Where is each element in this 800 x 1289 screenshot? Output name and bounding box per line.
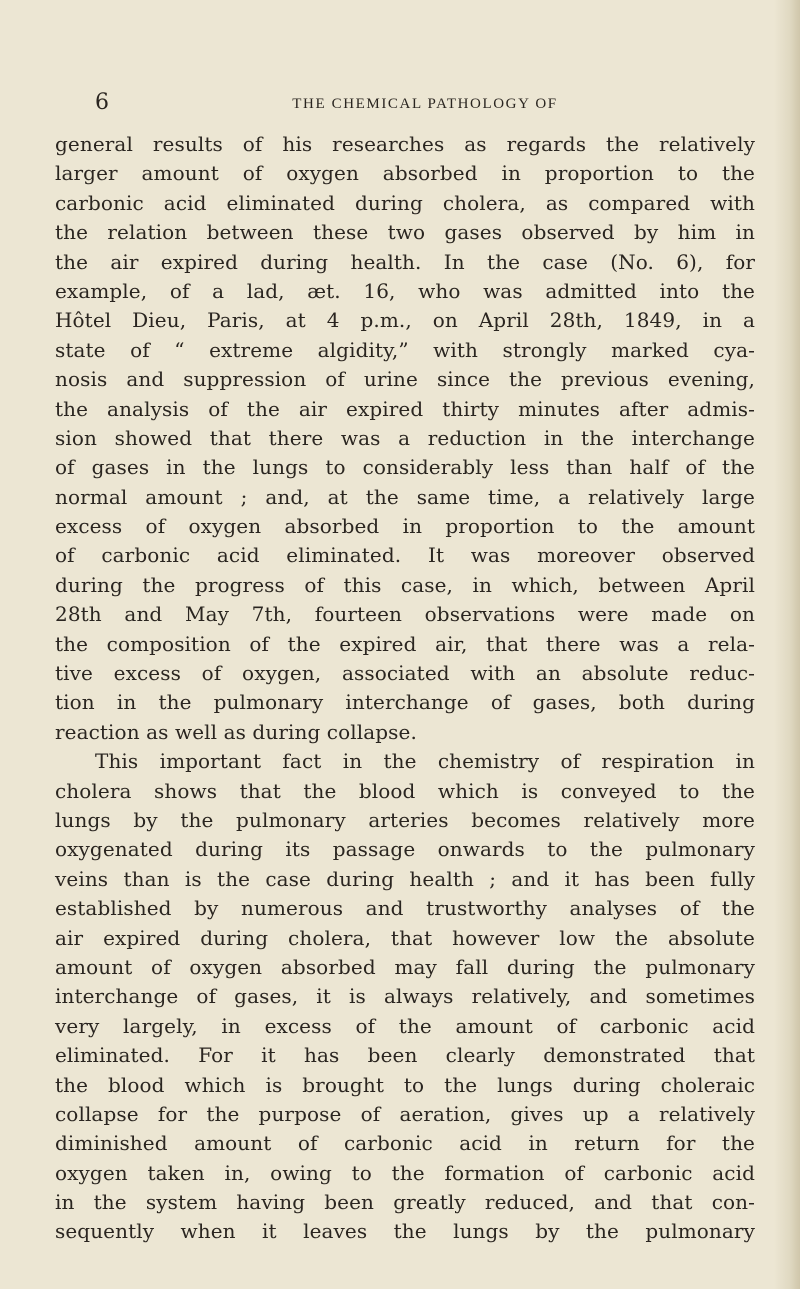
running-head: THE CHEMICAL PATHOLOGY OF	[292, 96, 558, 112]
text-line: tion in the pulmonary interchange of gases, both during	[55, 690, 755, 715]
page-header	[95, 90, 755, 120]
text-line: oxygen taken in, owing to the formation of carbonic acid	[55, 1160, 755, 1185]
page-number: 6	[95, 90, 109, 115]
text-line: general results of his researches as regards the relatively	[55, 132, 755, 156]
text-line: during the progress of this case, in which, between April	[55, 572, 755, 597]
text-line: very largely, in excess of the amount of carbonic acid	[55, 1013, 755, 1038]
text-line: normal amount ; and, at the same time, a relatively large	[55, 484, 755, 509]
text-line: sequently when it leaves the lungs by the pulmonary	[55, 1219, 755, 1244]
text-line: This important fact in the chemistry of respiration in	[95, 749, 755, 774]
text-line: the air expired during health. In the case (No. 6), for	[55, 249, 755, 274]
text-line: nosis and suppression of urine since the previous evening,	[55, 367, 755, 392]
text-line: cholera shows that the blood which is conveyed to the	[55, 778, 755, 803]
text-line: the composition of the expired air, that there was a rela-	[55, 631, 755, 656]
text-line: carbonic acid eliminated during cholera, as compared with	[55, 190, 755, 215]
text-line: of gases in the lungs to considerably less than half of the	[55, 455, 755, 480]
text-line: collapse for the purpose of aeration, gives up a relatively	[55, 1101, 755, 1126]
text-line: in the system having been greatly reduced, and that con-	[55, 1190, 755, 1215]
text-line: 28th and May 7th, fourteen observations were made on	[55, 602, 755, 627]
text-line: lungs by the pulmonary arteries becomes relatively more	[55, 807, 755, 832]
body-text	[55, 130, 755, 1247]
text-line: interchange of gases, it is always relatively, and sometimes	[55, 984, 755, 1009]
text-line: established by numerous and trustworthy analyses of the	[55, 896, 755, 921]
text-line: example, of a lad, æt. 16, who was admitted into the	[55, 278, 755, 303]
text-line: state of “ extreme algidity,” with strongly marked cya-	[55, 337, 755, 362]
text-line: of carbonic acid eliminated. It was moreover observed	[55, 543, 755, 568]
text-line: oxygenated during its passage onwards to the pulmonary	[55, 837, 755, 862]
text-line: eliminated. For it has been clearly demonstrated that	[55, 1043, 755, 1068]
text-line: larger amount of oxygen absorbed in proportion to the	[55, 161, 755, 186]
text-line: the analysis of the air expired thirty minutes after admis-	[55, 396, 755, 421]
text-line: air expired during cholera, that however low the absolute	[55, 925, 755, 950]
page-edge-shadow	[774, 0, 800, 1289]
text-line: sion showed that there was a reduction in the interchange	[55, 425, 755, 450]
text-line: the relation between these two gases observed by him in	[55, 220, 755, 245]
text-line: Hôtel Dieu, Paris, at 4 p.m., on April 28th, 1849, in a	[55, 308, 755, 333]
text-line: the blood which is brought to the lungs during choleraic	[55, 1072, 755, 1097]
text-line: tive excess of oxygen, associated with an absolute reduc-	[55, 661, 755, 686]
text-line: veins than is the case during health ; and it has been fully	[55, 866, 755, 891]
text-line: reaction as well as during collapse.	[55, 719, 417, 744]
text-line: excess of oxygen absorbed in proportion to the amount	[55, 514, 755, 539]
text-line: diminished amount of carbonic acid in return for the	[55, 1131, 755, 1156]
text-line: amount of oxygen absorbed may fall during the pulmonary	[55, 954, 755, 979]
